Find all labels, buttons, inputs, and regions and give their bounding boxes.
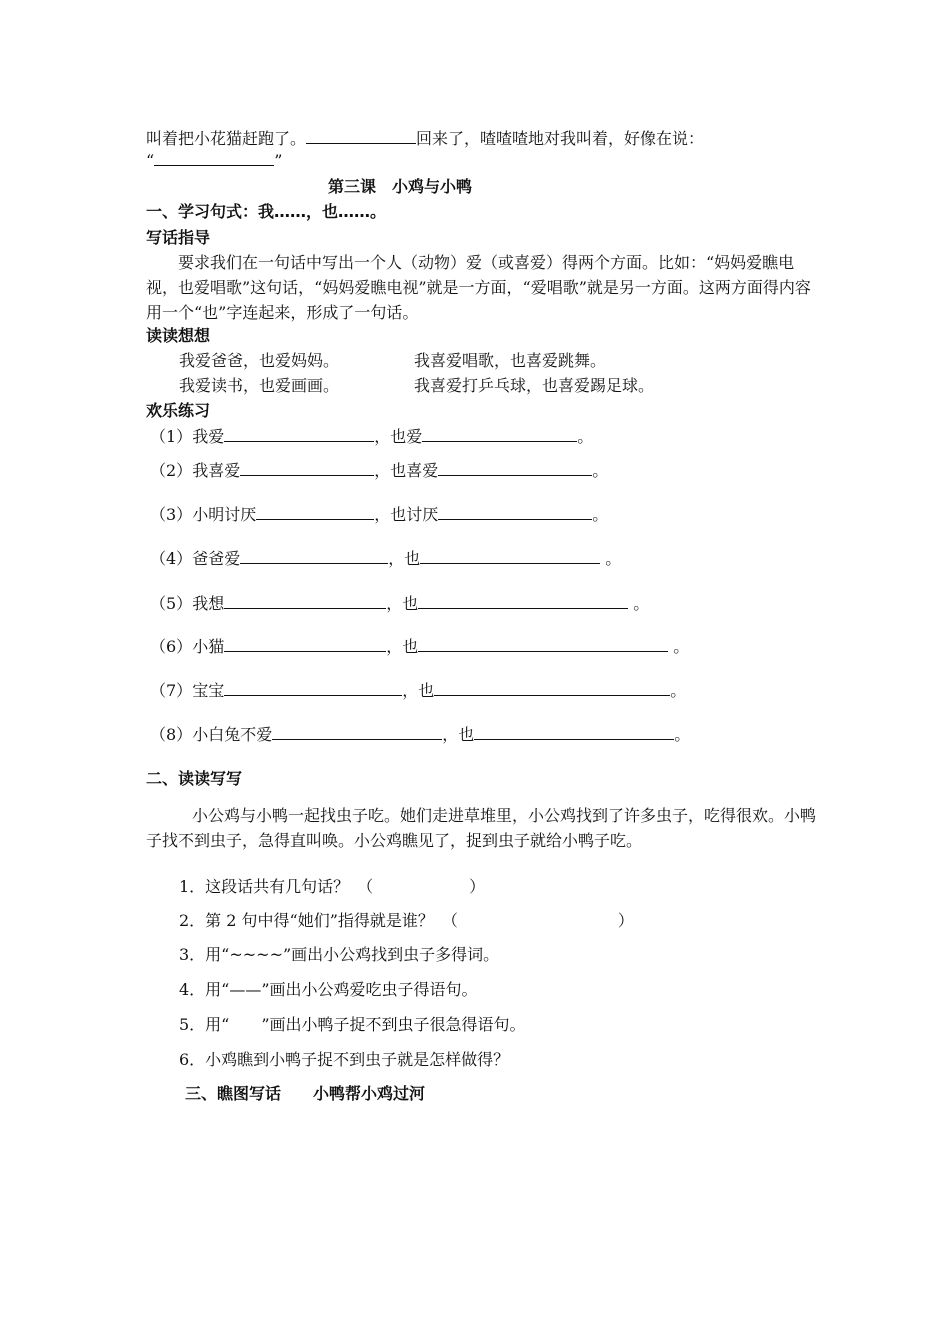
answer-blank[interactable]: [474, 724, 674, 740]
exercise-7: [150, 680, 686, 701]
guide-text: 要求我们在一句话中写出一个人（动物）爱（或喜爱）得两个方面。比如：“妈妈爱瞧电视，也爱唱歌”这句话，“妈妈爱瞧电视”就是一方面，“爱唱歌”就是另一方面。这两方面得内容用一个“也”字连起来，形成了一句话。: [146, 253, 811, 322]
answer-blank[interactable]: [420, 548, 600, 564]
section2-heading: 二、读读写写: [146, 769, 243, 788]
exercise-number: （4）: [150, 549, 193, 568]
exercise-prompt: 我爱: [192, 427, 225, 446]
answer-blank[interactable]: [240, 548, 388, 564]
exercise-end: 。: [628, 594, 650, 613]
exercise-connector: ，也: [386, 637, 419, 656]
exercise-connector: ，也爱: [374, 427, 423, 446]
exercise-connector: ，也讨厌: [374, 505, 439, 524]
top-line-2: [146, 150, 282, 171]
exercise-connector: ，也喜爱: [374, 461, 439, 480]
exercise-6: [150, 636, 689, 657]
exercise-number: （1）: [150, 427, 193, 446]
answer-blank[interactable]: [272, 724, 442, 740]
exercise-4: [150, 548, 621, 569]
section1-heading: 一、学习句式：我……，也……。: [146, 202, 387, 221]
answer-blank[interactable]: [418, 636, 668, 652]
exercise-connector: ，也: [402, 681, 435, 700]
exercise-prompt: 我喜爱: [192, 461, 241, 480]
section3-heading: 三、瞧图写话 小鸭帮小鸡过河: [185, 1084, 426, 1103]
exercise-connector: ，也: [442, 725, 475, 744]
answer-blank[interactable]: [422, 426, 577, 442]
exercise-number: （3）: [150, 505, 193, 524]
exercise-number: （6）: [150, 637, 193, 656]
exercise-end: 。: [674, 725, 691, 744]
exercise-5: [150, 593, 649, 614]
exercise-end: 。: [670, 681, 687, 700]
exercise-2: [150, 460, 608, 481]
lesson-title: 第三课 小鸡与小鸭: [328, 177, 473, 196]
exercise-prompt: 小白兔不爱: [192, 725, 273, 744]
exercise-prompt: 我想: [192, 594, 225, 613]
exercise-number: （8）: [150, 725, 193, 744]
exercise-3: [150, 504, 608, 525]
exercise-end: 。: [668, 637, 690, 656]
open-quote: “: [146, 151, 155, 170]
exercise-end: 。: [600, 549, 622, 568]
exercise-end: 。: [577, 427, 594, 446]
answer-blank[interactable]: [224, 680, 402, 696]
example-2-left: 我爱读书，也爱画画。: [179, 376, 340, 395]
answer-blank[interactable]: [224, 426, 374, 442]
answer-blank[interactable]: [438, 504, 592, 520]
answer-blank[interactable]: [256, 504, 374, 520]
question-1: 1．这段话共有几句话？ （ ）: [179, 877, 486, 896]
exercise-connector: ，也: [386, 594, 419, 613]
practice-title: 欢乐练习: [146, 401, 211, 420]
exercise-prompt: 爸爸爱: [192, 549, 241, 568]
read-title: 读读想想: [146, 326, 211, 345]
answer-blank[interactable]: [434, 680, 670, 696]
question-5: 5．用“ ”画出小鸭子捉不到虫子很急得语句。: [179, 1015, 526, 1034]
answer-blank[interactable]: [224, 593, 386, 609]
answer-blank[interactable]: [224, 636, 386, 652]
exercise-connector: ，也: [388, 549, 421, 568]
example-1-left: 我爱爸爸，也爱妈妈。: [179, 351, 340, 370]
example-2-right: 我喜爱打乒乓球，也喜爱踢足球。: [414, 376, 655, 395]
top-line-1-text-a: 叫着把小花猫赶跑了。: [146, 129, 307, 148]
exercise-end: 。: [592, 461, 609, 480]
exercise-end: 。: [592, 505, 609, 524]
exercise-prompt: 宝宝: [192, 681, 225, 700]
guide-title: 写话指导: [146, 228, 211, 247]
answer-blank[interactable]: [418, 593, 628, 609]
example-1-right: 我喜爱唱歌，也喜爱跳舞。: [414, 351, 607, 370]
exercise-1: [150, 426, 593, 447]
exercise-number: （2）: [150, 461, 193, 480]
exercise-8: [150, 724, 690, 745]
section2-passage: 小公鸡与小鸭一起找虫子吃。她们走进草堆里，小公鸡找到了许多虫子，吃得很欢。小鸭子找不到虫子，急得直叫唤。小公鸡瞧见了，捉到虫子就给小鸭子吃。: [146, 806, 817, 850]
exercise-number: （5）: [150, 594, 193, 613]
answer-blank[interactable]: [154, 150, 274, 166]
exercise-number: （7）: [150, 681, 193, 700]
close-quote: ”: [274, 151, 283, 170]
question-6: 6．小鸡瞧到小鸭子捉不到虫子就是怎样做得？: [179, 1050, 510, 1069]
top-line-1: [146, 128, 704, 149]
question-4: 4．用“——”画出小公鸡爱吃虫子得语句。: [179, 980, 478, 999]
top-line-1-text-b: 回来了，喳喳喳地对我叫着，好像在说：: [416, 129, 705, 148]
answer-blank[interactable]: [438, 460, 592, 476]
question-2: 2．第 2 句中得“她们”指得就是谁？ （ ）: [179, 911, 634, 930]
exercise-prompt: 小猫: [192, 637, 225, 656]
question-3: 3．用“~~~~”画出小公鸡找到虫子多得词。: [179, 945, 500, 964]
answer-blank[interactable]: [240, 460, 374, 476]
answer-blank[interactable]: [306, 128, 416, 144]
exercise-prompt: 小明讨厌: [192, 505, 257, 524]
